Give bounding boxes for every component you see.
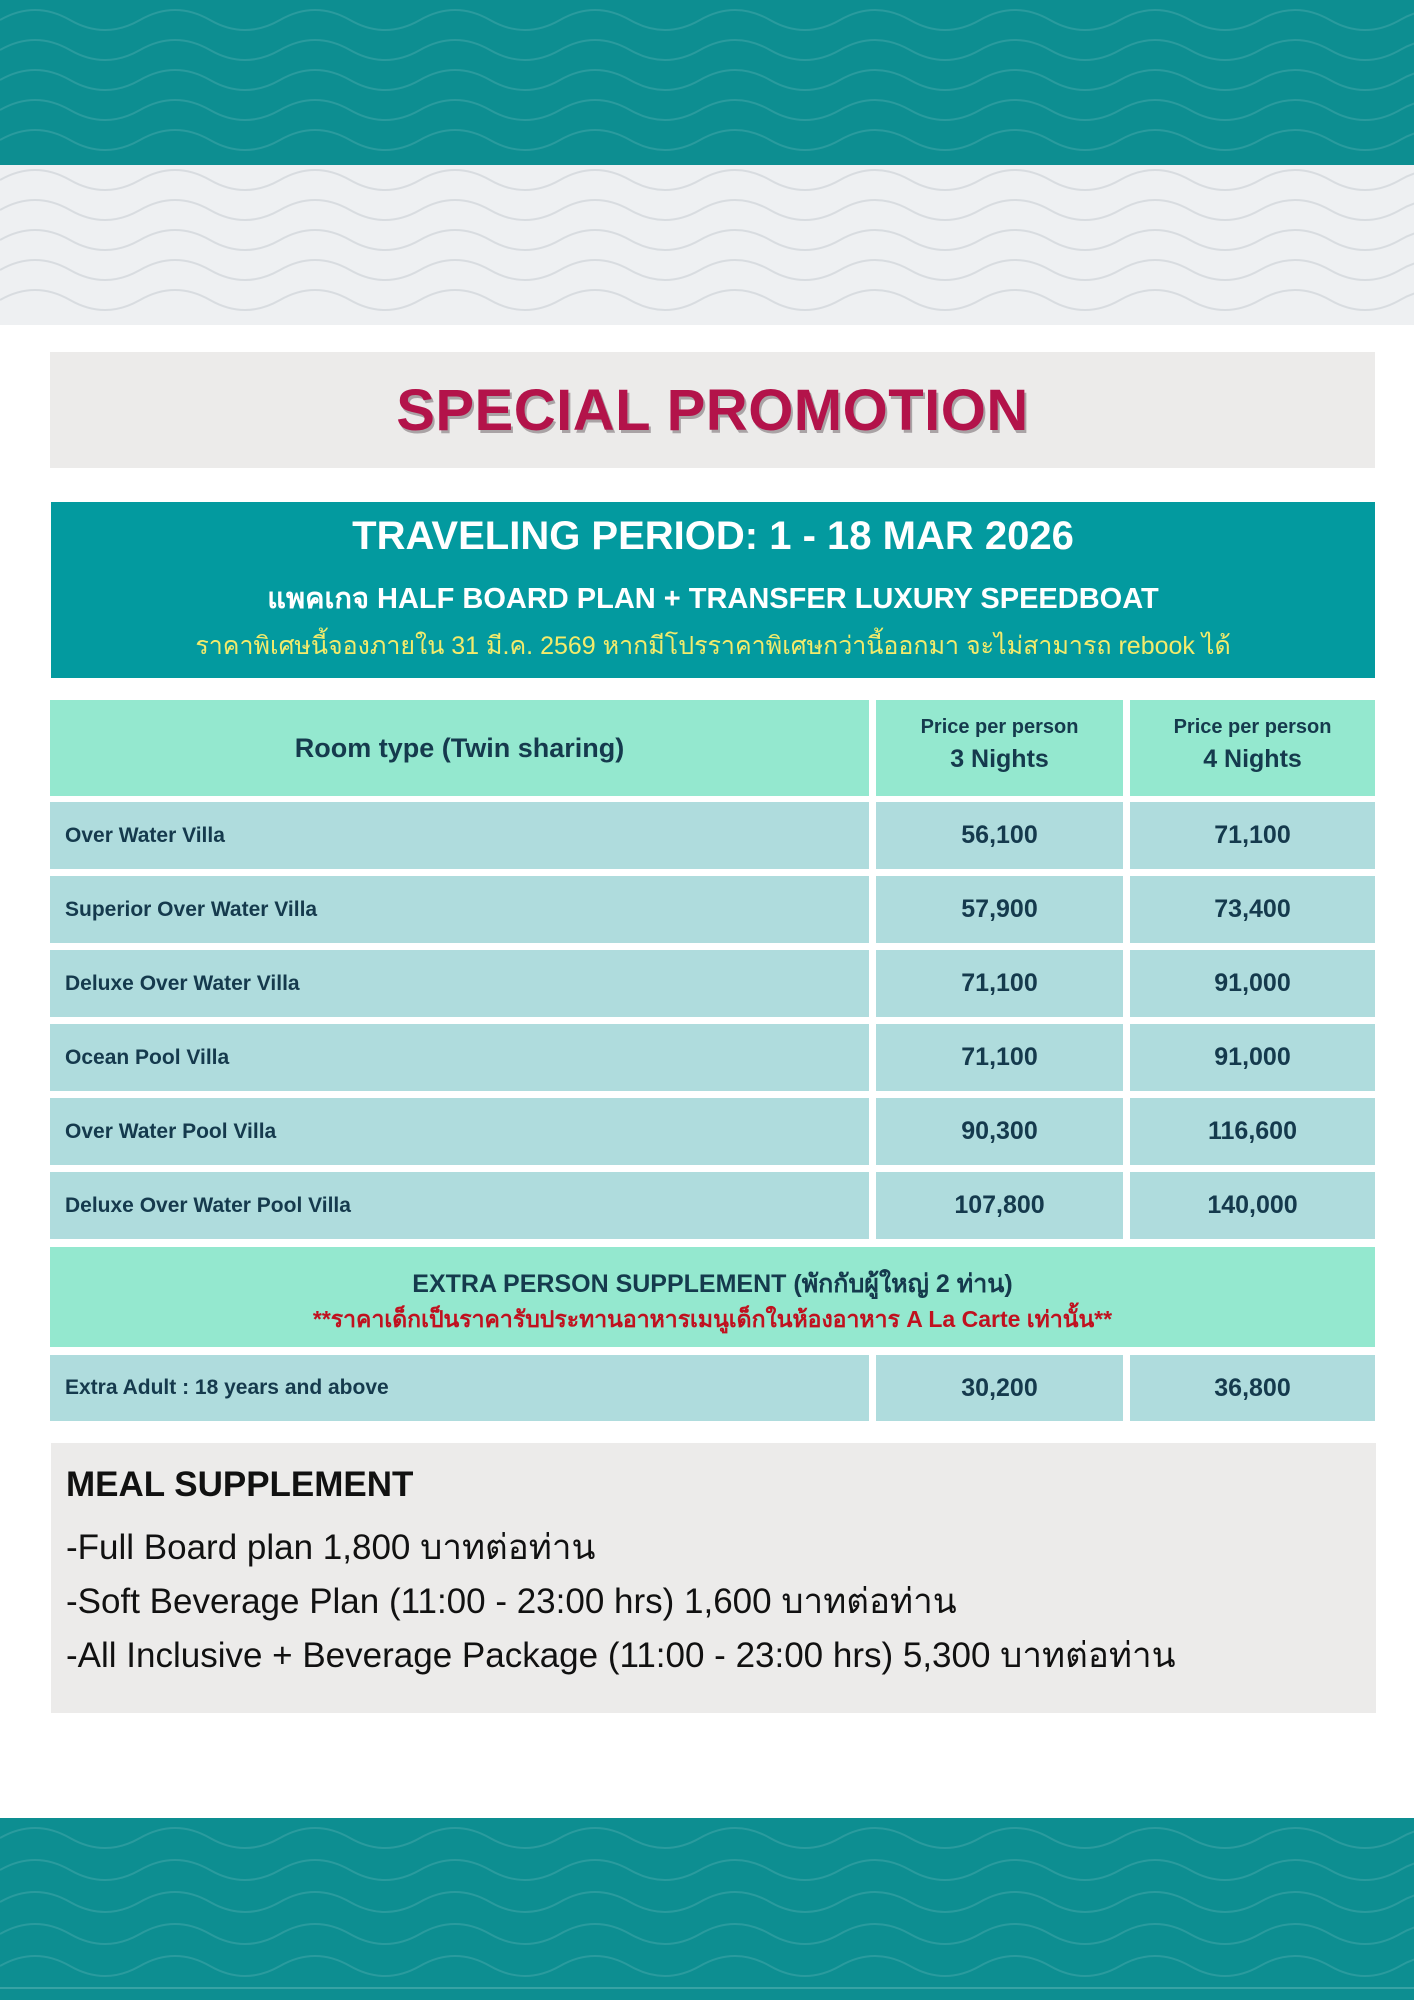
table-row-price-3-nights: 90,300	[876, 1098, 1123, 1165]
top-wave-band	[0, 0, 1414, 165]
extra-adult-label: Extra Adult : 18 years and above	[50, 1355, 869, 1421]
table-row-price-3-nights: 107,800	[876, 1172, 1123, 1239]
table-row-price-3-nights: 71,100	[876, 1024, 1123, 1091]
table-row-price-3-nights: 57,900	[876, 876, 1123, 943]
child-price-note: **ราคาเด็กเป็นราคารับประทานอาหารเมนูเด็กในห้องอาหาร A La Carte เท่านั้น**	[312, 1306, 1113, 1332]
booking-note: ราคาพิเศษนี้จองภายใน 31 มี.ค. 2569 หากมีโปรราคาพิเศษกว่านี้ออกมา จะไม่สามารถ rebook ได้	[195, 632, 1231, 660]
table-row-room-name: Deluxe Over Water Pool Villa	[50, 1172, 869, 1239]
header-room-type: Room type (Twin sharing)	[50, 700, 869, 796]
table-row-price-4-nights: 116,600	[1130, 1098, 1375, 1165]
table-row-price-4-nights: 91,000	[1130, 1024, 1375, 1091]
table-row-price-3-nights: 71,100	[876, 950, 1123, 1017]
meal-supplement-title: MEAL SUPPLEMENT	[66, 1465, 414, 1504]
table-row-price-4-nights: 71,100	[1130, 802, 1375, 869]
extra-person-supplement-header	[50, 1247, 1375, 1347]
extra-supplement-title: EXTRA PERSON SUPPLEMENT (พักกับผู้ใหญ่ 2 ท่าน)	[412, 1270, 1013, 1298]
promo-title-box	[50, 352, 1375, 468]
header-price-3-nights	[876, 700, 1123, 796]
extra-adult-price-3-nights: 30,200	[876, 1355, 1123, 1421]
table-row-room-name: Over Water Pool Villa	[50, 1098, 869, 1165]
light-wave-band	[0, 165, 1414, 325]
header-nights-label: 3 Nights	[950, 745, 1049, 773]
traveling-period-title: TRAVELING PERIOD: 1 - 18 MAR 2026	[352, 514, 1074, 558]
header-nights-label: 4 Nights	[1203, 745, 1302, 773]
table-row-price-4-nights: 91,000	[1130, 950, 1375, 1017]
bottom-wave-band	[0, 1818, 1414, 2000]
wave-pattern	[0, 165, 1414, 325]
meal-supplement-box	[51, 1443, 1376, 1713]
header-price-label: Price per person	[1173, 716, 1332, 738]
header-price-4-nights	[1130, 700, 1375, 796]
header-price-label: Price per person	[920, 716, 1079, 738]
table-row-room-name: Over Water Villa	[50, 802, 869, 869]
table-row-room-name: Superior Over Water Villa	[50, 876, 869, 943]
wave-pattern	[0, 1818, 1414, 2000]
page-title: SPECIAL PROMOTION	[396, 377, 1029, 443]
table-row-price-3-nights: 56,100	[876, 802, 1123, 869]
package-subtitle: แพคเกจ HALF BOARD PLAN + TRANSFER LUXURY SPEEDBOAT	[267, 583, 1159, 615]
traveling-period-banner	[51, 502, 1375, 678]
table-row-room-name: Ocean Pool Villa	[50, 1024, 869, 1091]
meal-supplement-line: -All Inclusive + Beverage Package (11:00 - 23:00 hrs) 5,300 บาทต่อท่าน	[66, 1636, 1176, 1675]
wave-pattern	[0, 0, 1414, 165]
meal-supplement-line: -Full Board plan 1,800 บาทต่อท่าน	[66, 1528, 596, 1567]
extra-adult-price-4-nights: 36,800	[1130, 1355, 1375, 1421]
meal-supplement-line: -Soft Beverage Plan (11:00 - 23:00 hrs) 1,600 บาทต่อท่าน	[66, 1582, 957, 1621]
table-row-price-4-nights: 140,000	[1130, 1172, 1375, 1239]
table-row-price-4-nights: 73,400	[1130, 876, 1375, 943]
table-row-room-name: Deluxe Over Water Villa	[50, 950, 869, 1017]
